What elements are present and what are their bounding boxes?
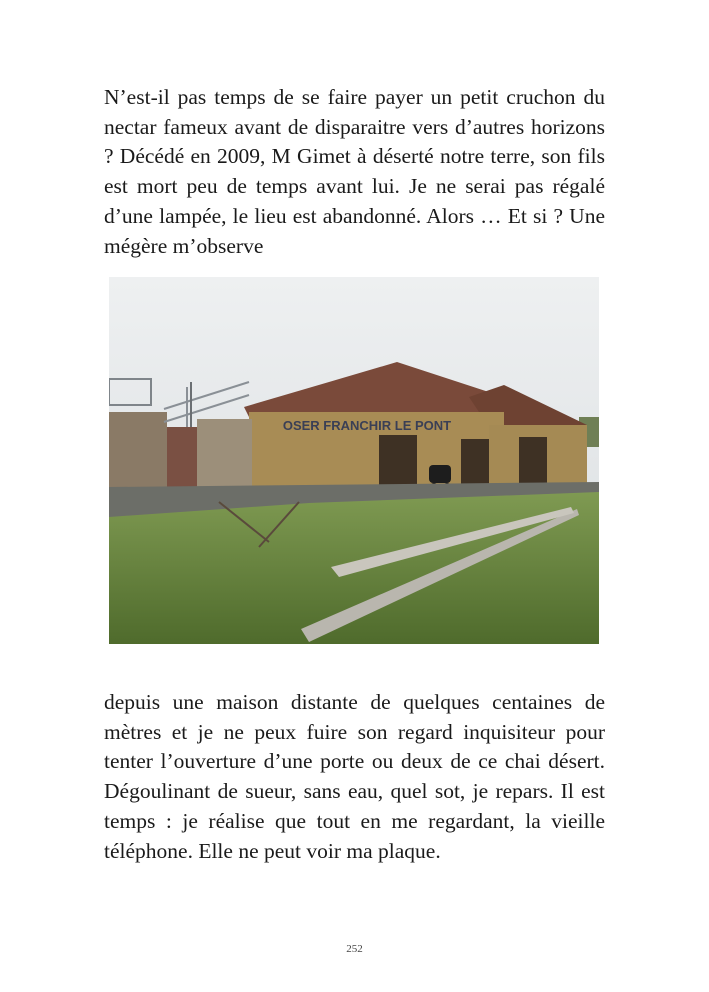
photo-abandoned-winery bbox=[109, 277, 599, 644]
paragraph-bottom: depuis une maison distante de quelques centaines de mètres et je ne peux fuire son regard inquisiteur pour tenter l’ouverture d’une porte ou deux de ce chai désert. Dégoulinant de sueur, sans eau, quel sot, je repars. Il est temps : je réalise que tout en me regardant, la vieille téléphone. Elle ne peut voir ma plaque. bbox=[104, 690, 605, 863]
page-number: 252 bbox=[346, 943, 363, 955]
paragraph-top: N’est-il pas temps de se faire payer un petit cruchon du nectar fameux avant de disparaitre vers d’autres horizons ? Décédé en 2009, M Gimet à déserté notre terre, son fils est mort peu de temps avant lui. Je ne serai pas régalé d’une lampée, le lieu est abandonné. Alors … Et si ? Une mégère m’observe bbox=[104, 85, 605, 258]
wall-graffiti-text: OSER FRANCHIR LE PONT bbox=[282, 418, 452, 433]
